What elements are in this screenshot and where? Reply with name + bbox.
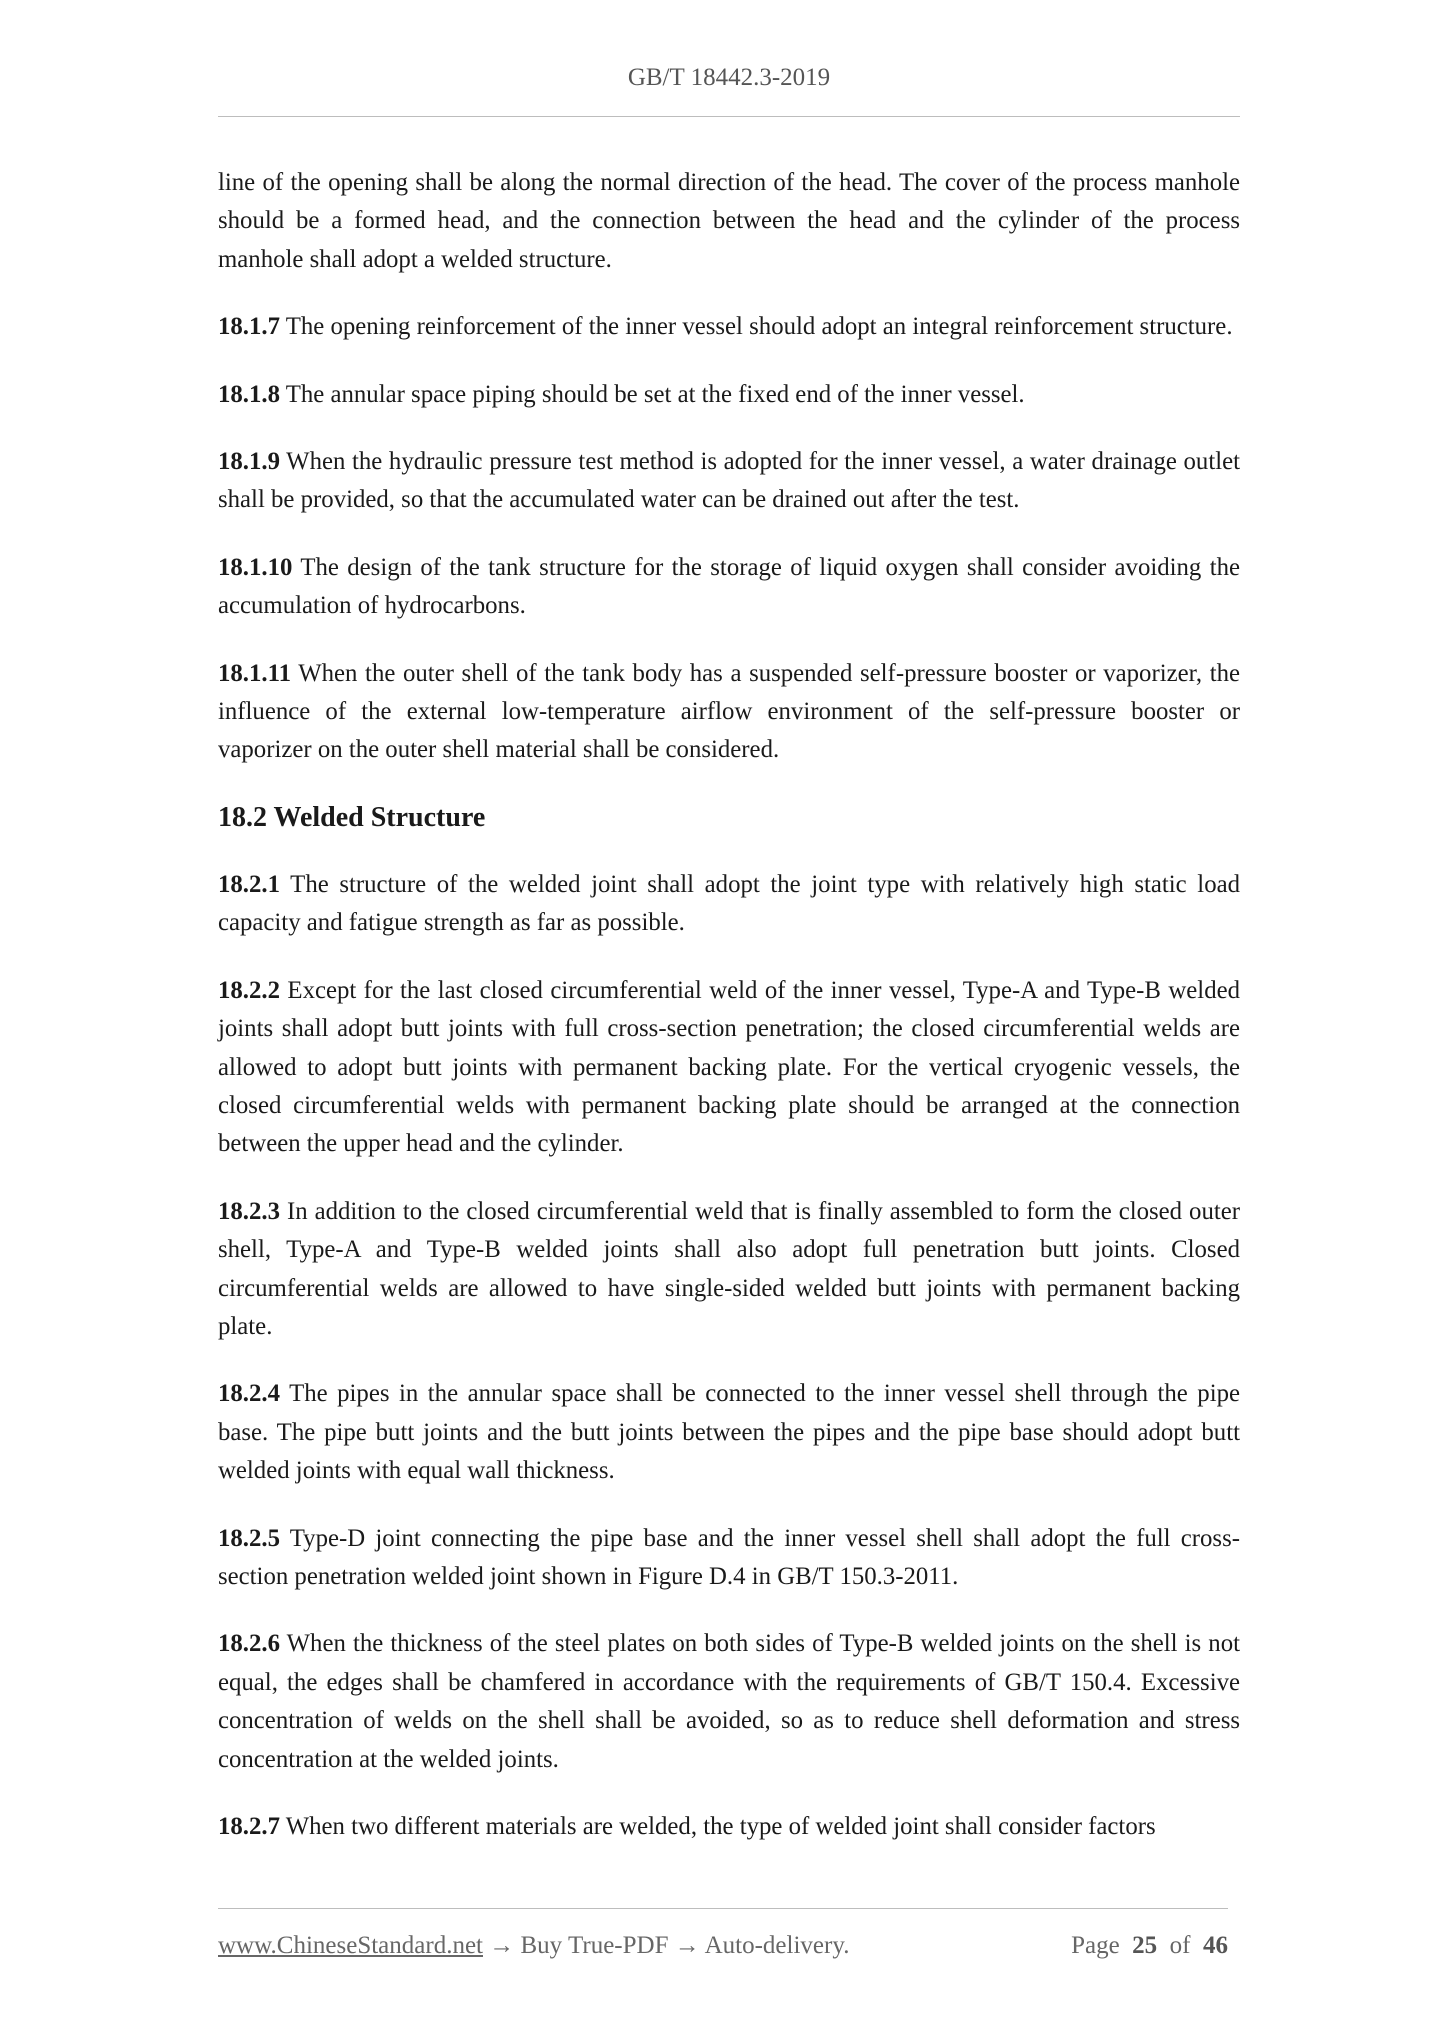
clause-number: 18.2.5 <box>218 1524 280 1552</box>
clause-18-2-1 <box>218 866 1240 943</box>
clause-text: When the thickness of the steel plates on both sides of Type-B welded joints on the shell is not equal, the edges shall be chamfered in accordance with the requirements of GB/T 150.4. Excessive concentration of welds on the shell shall be avoided, so as to reduce shell deformation and stress concentration at the welded joints. <box>218 1630 1240 1773</box>
auto-delivery-text: Auto-delivery. <box>704 1932 850 1959</box>
clause-18-1-11 <box>218 655 1240 770</box>
clause-18-2-7 <box>218 1808 1240 1846</box>
clause-number: 18.1.11 <box>218 659 292 687</box>
clause-18-2-4 <box>218 1375 1240 1490</box>
clause-text: The design of the tank structure for the storage of liquid oxygen shall consider avoiding the accumulation of hydrocarbons. <box>218 553 1240 620</box>
clause-text: Except for the last closed circumferential weld of the inner vessel, Type-A and Type-B welded joints shall adopt butt joints with full cross-section penetration; the closed circumferential welds are allowed to adopt butt joints with permanent backing plate. For the vertical cryogenic vessels, the closed circumferential welds with permanent backing plate should be arranged at the connection between the upper head and the cylinder. <box>218 976 1240 1158</box>
clause-18-2-5 <box>218 1520 1240 1597</box>
clause-18-2-3 <box>218 1193 1240 1347</box>
header-divider <box>218 116 1240 117</box>
of-label: of <box>1169 1932 1191 1959</box>
document-body <box>218 164 1240 1875</box>
clause-text: When two different materials are welded, the type of welded joint shall consider factors <box>280 1813 1156 1840</box>
clause-18-1-10 <box>218 549 1240 626</box>
page-total: 46 <box>1203 1932 1228 1959</box>
clause-18-2-2 <box>218 972 1240 1164</box>
clause-18-1-7 <box>218 308 1240 346</box>
clause-18-2-6 <box>218 1625 1240 1779</box>
clause-number: 18.2.4 <box>218 1380 280 1408</box>
clause-text: When the outer shell of the tank body has a suspended self-pressure booster or vaporizer, the influence of the external low-temperature airflow environment of the self-pressure booster or vaporizer on the outer shell material shall be considered. <box>218 659 1240 764</box>
clause-18-1-8 <box>218 376 1240 414</box>
arrow-right-icon: → <box>674 1932 700 1959</box>
clause-number: 18.1.7 <box>218 313 280 341</box>
clause-text: The structure of the welded joint shall adopt the joint type with relatively high static load capacity and fatigue strength as far as possible. <box>218 870 1240 937</box>
footer-divider <box>218 1908 1228 1909</box>
clause-text: The opening reinforcement of the inner vessel should adopt an integral reinforcement structure. <box>280 313 1233 341</box>
footer-promo <box>218 1932 849 1960</box>
clause-text: The annular space piping should be set at the fixed end of the inner vessel. <box>280 380 1025 408</box>
page-label: Page <box>1071 1932 1120 1959</box>
section-heading: 18.2 Welded Structure <box>218 801 486 833</box>
page-indicator <box>1071 1932 1228 1960</box>
clause-number: 18.1.9 <box>218 448 280 476</box>
clause-number: 18.2.6 <box>218 1630 280 1658</box>
buy-pdf-text: Buy True-PDF <box>520 1932 669 1959</box>
page-current: 25 <box>1132 1932 1158 1959</box>
clause-text: When the hydraulic pressure test method is adopted for the inner vessel, a water drainage outlet shall be provided, so that the accumulated water can be drained out after the test. <box>218 448 1240 514</box>
clause-number: 18.2.2 <box>218 976 280 1004</box>
site-link[interactable]: www.ChineseStandard.net <box>218 1932 483 1959</box>
clause-number: 18.2.3 <box>218 1197 280 1225</box>
paragraph-text: line of the opening shall be along the normal direction of the head. The cover of the process manhole should be a formed head, and the connection between the head and the cylinder of the process manhole shall adopt a welded structure. <box>218 169 1240 273</box>
document-footer <box>218 1932 1228 1968</box>
clause-number: 18.2.1 <box>218 870 280 898</box>
clause-number: 18.1.8 <box>218 380 280 408</box>
paragraph-continuation <box>218 164 1240 279</box>
document-header: GB/T 18442.3-2019 <box>627 64 831 91</box>
clause-text: In addition to the closed circumferential weld that is finally assembled to form the closed outer shell, Type-A and Type-B welded joints shall also adopt full penetration butt joints. Closed circumferential welds are allowed to have single-sided welded butt joints with permanent backing plate. <box>218 1197 1240 1340</box>
clause-text: The pipes in the annular space shall be connected to the inner vessel shell through the pipe base. The pipe butt joints and the butt joints between the pipes and the pipe base should adopt butt welded joints with equal wall thickness. <box>218 1380 1240 1485</box>
clause-text: Type-D joint connecting the pipe base and the inner vessel shell shall adopt the full cross-section penetration welded joint shown in Figure D.4 in GB/T 150.3-2011. <box>218 1524 1240 1590</box>
clause-number: 18.2.7 <box>218 1813 280 1840</box>
clause-number: 18.1.10 <box>218 553 293 581</box>
clause-18-1-9 <box>218 443 1240 520</box>
arrow-right-icon: → <box>489 1932 515 1959</box>
